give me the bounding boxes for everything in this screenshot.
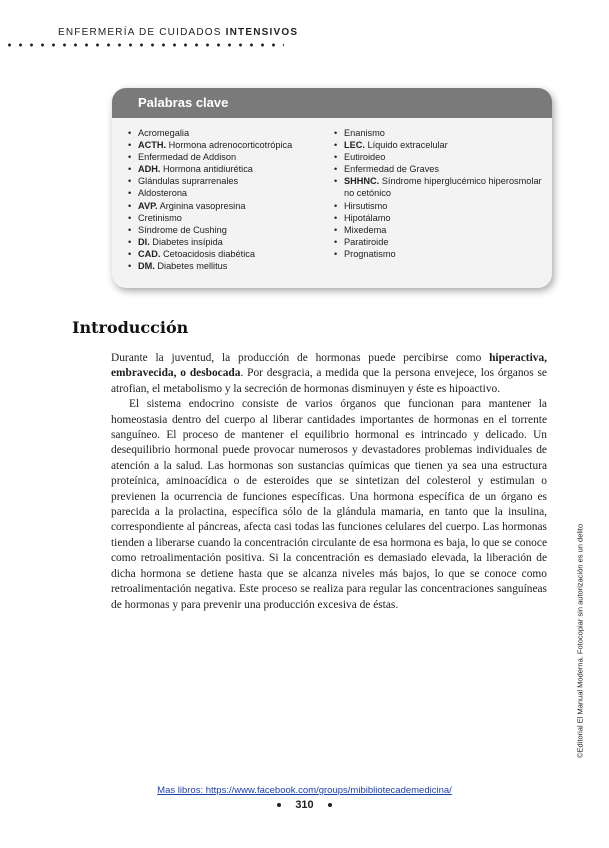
keyword-text: Cetoacidosis diabética [160,248,255,259]
keyword-box-header [112,88,552,118]
keyword-item [334,163,544,175]
keyword-text: Acromegalia [138,128,190,138]
keyword-text: Prognatismo [344,248,396,259]
keyword-abbr: CAD. [138,248,161,259]
keyword-abbr: ACTH. [138,140,167,151]
keyword-abbr: DI. [138,236,150,247]
keyword-text: Arginina vasopresina [157,200,246,211]
keyword-text: Paratiroide [344,236,389,247]
keyword-text: Cretinismo [138,212,182,223]
keyword-item [128,139,292,151]
running-head-prefix: ENFERMERÍA DE CUIDADOS [58,27,226,38]
keyword-box [112,88,552,288]
page-number: 310 [295,799,314,811]
copyright-text: ©Editorial El Manual Moderna. Fotocopiar sin autorización es un delito [575,524,585,758]
keyword-item [128,212,292,224]
keyword-item [128,248,292,260]
keyword-abbr: ADH. [138,164,161,175]
keyword-item [334,224,544,236]
keyword-list-left [128,127,292,272]
footer-link[interactable]: Mas libros: https://www.facebook.com/groups/mibibliotecademedicina/ [157,785,452,796]
keyword-item [128,224,292,236]
keyword-text: Mixedema [344,224,387,235]
keyword-item [334,151,544,163]
keyword-abbr: AVP. [138,200,158,211]
keyword-text: Hirsutismo [344,200,388,211]
keyword-list-right [334,127,544,260]
paragraph-1-start: Durante la juventud, la producción de hormonas puede percibirse como [111,352,490,364]
copyright-side-note [571,496,589,786]
keyword-item [128,163,292,175]
keyword-item [128,175,292,187]
section-title: Introducción [72,318,189,337]
keyword-item [334,139,544,151]
running-head-bold: INTENSIVOS [225,27,299,38]
keyword-text: Enfermedad de Graves [344,164,439,175]
dot-left-icon [277,803,281,807]
page-number-row [0,799,609,811]
keyword-text: Hormona adrenocorticotrópica [166,140,293,151]
keyword-abbr: SHHNC. [344,176,380,187]
keyword-item [128,187,292,199]
keyword-text: Líquido extracelular [364,140,448,151]
keyword-item [334,236,544,248]
dot-rule [4,41,284,49]
keyword-item [334,175,544,199]
keyword-item [334,212,544,224]
keyword-text: Glándulas suprarrenales [138,176,239,187]
keyword-text: Diabetes insípida [149,236,223,247]
keyword-abbr: DM. [138,261,155,272]
keyword-item [128,151,292,163]
keyword-text: Aldosterona [138,188,188,199]
dot-right-icon [328,803,332,807]
keyword-text: Diabetes mellitus [154,261,228,272]
keyword-item [334,248,544,260]
running-head [58,27,298,38]
keyword-text: Síndrome hiperglucémico hiperosmolar no cetónico [344,176,542,199]
keyword-item [128,260,292,272]
paragraph-1-end: . Por desgracia, a medida que la persona envejece, los órganos se atrofian, el metabolismo y la secreción de hormonas disminuyen y éste es hipoactivo. [111,367,547,395]
keyword-text: Enanismo [344,128,385,138]
keyword-abbr: LEC. [344,140,365,151]
keyword-item [334,127,544,139]
keyword-text: Enfermedad de Addison [138,152,237,163]
keyword-item [334,200,544,212]
keyword-item [128,236,292,248]
keyword-item [128,127,292,139]
keyword-text: Síndrome de Cushing [138,224,227,235]
keyword-box-title: Palabras clave [138,95,229,110]
keyword-text: Hormona antidiurética [160,164,253,175]
keyword-text: Hipotálamo [344,212,391,223]
paragraph-1 [111,351,547,397]
paragraph-1-bold: hiperactiva, embravecida, o desbocada [111,352,547,380]
paragraph-2: El sistema endocrino consiste de varios órganos que funcionan para mantener la homeostasia dentro del cuerpo al liberar cantidades importantes de hormonas en el torrente sanguíneo. El proceso de mantener el equilibrio hormonal es intrincado y delicado. Un desequilibrio hormonal puede provocar numerosos y devastadores problemas individuales de atención a la salud. Las hormonas son sustancias químicas que tienen ya sea una estructura proteínica, aminoacídica o de esteroides que se sintetizan del colesterol y estimulan o previenen la ocurrencia de funciones específicas. Una hormona específica de un órgano es parecida a la prolactina, específica sólo de la glándula mamaria, en tanto que la insulina, correspondiente al páncreas, afecta casi todas las funciones celulares del cuerpo. Las hormonas tienden a liberarse cuando la concentración circulante de esa hormona es baja, lo que se conoce como retroalimentación positiva. Si la concentración es demasiado elevada, la liberación de dicha hormona se detiene hasta que se alcanza niveles más bajos, lo que se conoce como retroalimentación negativa. Este proceso se realiza para regular las concentraciones sanguíneas de hormonas y para prevenir una producción excesiva de éstas. [111,398,547,611]
body-text [111,351,547,613]
keyword-item [128,200,292,212]
keyword-text: Eutiroideo [344,152,386,163]
